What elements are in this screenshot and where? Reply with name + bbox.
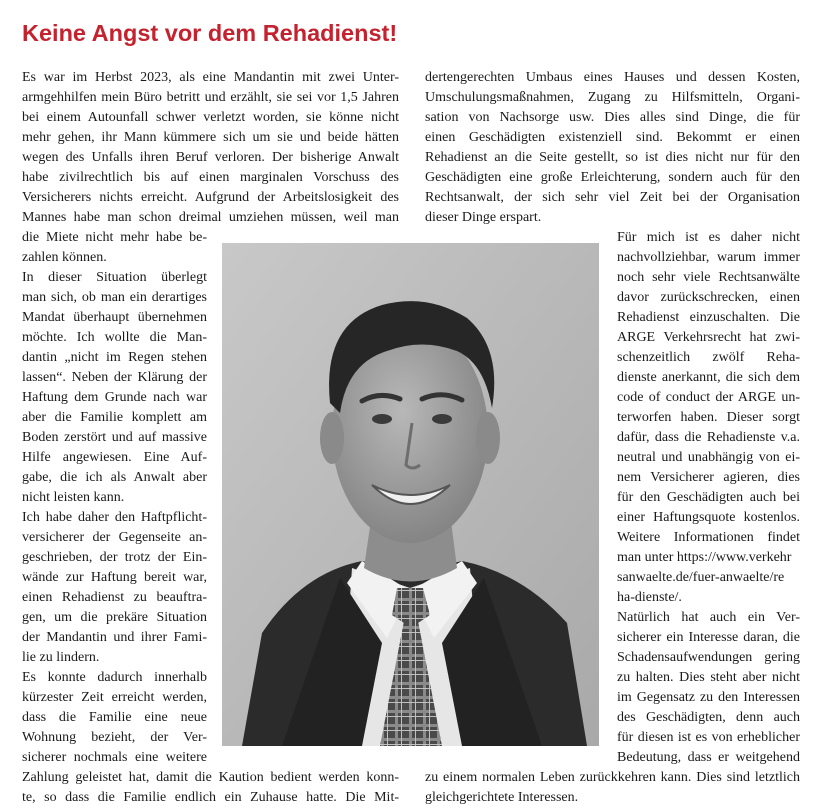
col2-line: schenzeitlich zwölf Reha- <box>617 350 800 365</box>
col1-line: Mandat überhaupt übernehmen <box>22 310 207 325</box>
col2-line: Weitere Informationen findet <box>617 530 800 545</box>
col2-line: gleichgerichtete Interessen. <box>425 790 579 805</box>
portrait-illustration <box>222 243 599 746</box>
col2-line: code of conduct der ARGE un- <box>617 390 800 405</box>
col1-line: In dieser Situation überlegt <box>22 270 207 285</box>
col1-line: Hilfe angewiesen. Eine Auf- <box>22 450 207 465</box>
col1-line: nicht leisten kann. <box>22 490 125 505</box>
col1-line: bei einem Autounfall schwer verletzt worden, sie könne nicht <box>22 110 399 125</box>
col2-line: dertengerechten Umbaus eines Hauses und dessen Kosten, <box>425 70 800 85</box>
col2-line: Rechtsanwalt, der sich sehr viel Zeit bei der Organisation <box>425 190 800 205</box>
col1-line: dantin „nicht im Regen stehen <box>22 350 207 365</box>
col1-line: gabe, die ich als Anwalt aber <box>22 470 207 485</box>
col1-line: Ich habe daher den Haftpflicht- <box>22 510 207 525</box>
col1-line: Boden zerstört und auf massive <box>22 430 207 445</box>
col2-line: terworfen haben. Dieser sorgt <box>617 410 800 425</box>
col1-line: wegen des Unfalls ihren Beruf verloren. Der bisherige Anwalt <box>22 150 399 165</box>
col1-line: kürzester Zeit erreicht werden, <box>22 690 207 705</box>
col1-line: aber die Familie komplett am <box>22 410 207 425</box>
col2-line: für den Geschädigten auch bei <box>617 490 800 505</box>
col1-line: lassen“. Neben der Klärung der <box>22 370 207 385</box>
col1-line: sicherer nochmals eine weitere <box>22 750 207 765</box>
col1-line: habe zivilrechtlich bis auf einen marginalen Vorschuss des <box>22 170 399 185</box>
col1-line: Haftung dem Grunde nach war <box>22 390 207 405</box>
col1-line: einen Rehadienst zu beauftra- <box>22 590 207 605</box>
col2-line: nem Versicherer agieren, dies <box>617 470 800 485</box>
col1-line: möchte. Ich wollte die Man- <box>22 330 207 345</box>
col2-line: dieser Dinge erspart. <box>425 210 542 225</box>
col1-line: der Mandantin und ihrer Fami- <box>22 630 207 645</box>
col1-line: Zahlung geleistet hat, damit die Kaution bedient werden konn- <box>22 770 399 785</box>
col2-line: Schadensaufwendungen gering <box>617 650 800 665</box>
col2-line: für diesen ist es von erheblicher <box>617 730 800 745</box>
col2-line: Rehadienst an die Seite gestellt, so ist dies nicht nur für den <box>425 150 800 165</box>
col2-line: Für mich ist es daher nicht <box>617 230 800 245</box>
col1-line: Versicherers nichts erreicht. Aufgrund der Arbeitslosigkeit des <box>22 190 399 205</box>
col2-line: nachvollziehbar, warum immer <box>617 250 800 265</box>
col2-line: neutral und unabhängig von ei- <box>617 450 800 465</box>
col2-line: zu einem normalen Leben zurückkehren kann. Dies sind letztlich <box>425 770 800 785</box>
col1-line: Mannes habe man schon dreimal umziehen müssen, weil man <box>22 210 399 225</box>
col2-line: man unter https://www.verkehr <box>617 550 792 565</box>
col1-line: dass die Familie eine neue <box>22 710 207 725</box>
col2-line: einer Haftungsquote kostenlos. <box>617 510 800 525</box>
col1-line: armgehhilfen mein Büro betritt und erzählt, sie sei vor 1,5 Jahren <box>22 90 399 105</box>
col1-line: man sich, ob man ein derartiges <box>22 290 207 305</box>
col1-line: Es war im Herbst 2023, als eine Mandantin mit zwei Unter- <box>22 70 399 85</box>
col2-line: einen Geschädigten existenziell sind. Bekommt er einen <box>425 130 800 145</box>
col2-line: sation von Nachsorge usw. Dies alles sind Dinge, die für <box>425 110 800 125</box>
col1-line: lie zu lindern. <box>22 650 100 665</box>
col1-line: Es konnte dadurch innerhalb <box>22 670 207 685</box>
col1-line: geschrieben, der trotz der Ein- <box>22 550 207 565</box>
col1-line: mehr gehen, ihr Mann kümmere sich um sie und beide hätten <box>22 130 399 145</box>
col2-line: sanwaelte.de/fuer-anwaelte/re <box>617 570 785 585</box>
col2-line: des Geschädigten, denn auch <box>617 710 800 725</box>
col2-line: Natürlich hat auch ein Ver- <box>617 610 800 625</box>
col2-line: dafür, dass die Rehadienste v.a. <box>617 430 800 445</box>
col1-line: zahlen können. <box>22 250 107 265</box>
col2-line: davor zurückschrecken, einen <box>617 290 800 305</box>
col2-line: noch sehr viele Rechtsanwälte <box>617 270 800 285</box>
col1-line: versicherer der Gegenseite an- <box>22 530 207 545</box>
col2-line: dienste anerkannt, die sich dem <box>617 370 800 385</box>
col2-line: Rehadienst einzuschalten. Die <box>617 310 800 325</box>
col2-line: Umschulungsmaßnahmen, Zugang zu Hilfsmitteln, Organi- <box>425 90 800 105</box>
col1-line: te, so dass die Familie endlich ein Zuhause hatte. Die Mit- <box>22 790 399 805</box>
col1-line: Wohnung bezieht, der Ver- <box>22 730 207 745</box>
col1-line: gen, um die prekäre Situation <box>22 610 207 625</box>
col2-line: ha-dienste/. <box>617 590 682 605</box>
col2-line: zu halten. Dies steht aber nicht <box>617 670 800 685</box>
col2-line: Bedeutung, dass er weitgehend <box>617 750 800 765</box>
article-title: Keine Angst vor dem Rehadienst! <box>22 20 398 46</box>
col2-line: im Gegensatz zu den Interessen <box>617 690 800 705</box>
col2-line: ARGE Verkehrsrecht hat zwi- <box>617 330 800 345</box>
col2-line: Geschädigten eine große Erleichterung, sondern auch für den <box>425 170 800 185</box>
col2-line: sicherer ein Interesse daran, die <box>617 630 800 645</box>
author-portrait-photo <box>222 243 599 746</box>
col1-line: die Miete nicht mehr habe be- <box>22 230 207 245</box>
col1-line: wände zur Haftung bereit war, <box>22 570 207 585</box>
